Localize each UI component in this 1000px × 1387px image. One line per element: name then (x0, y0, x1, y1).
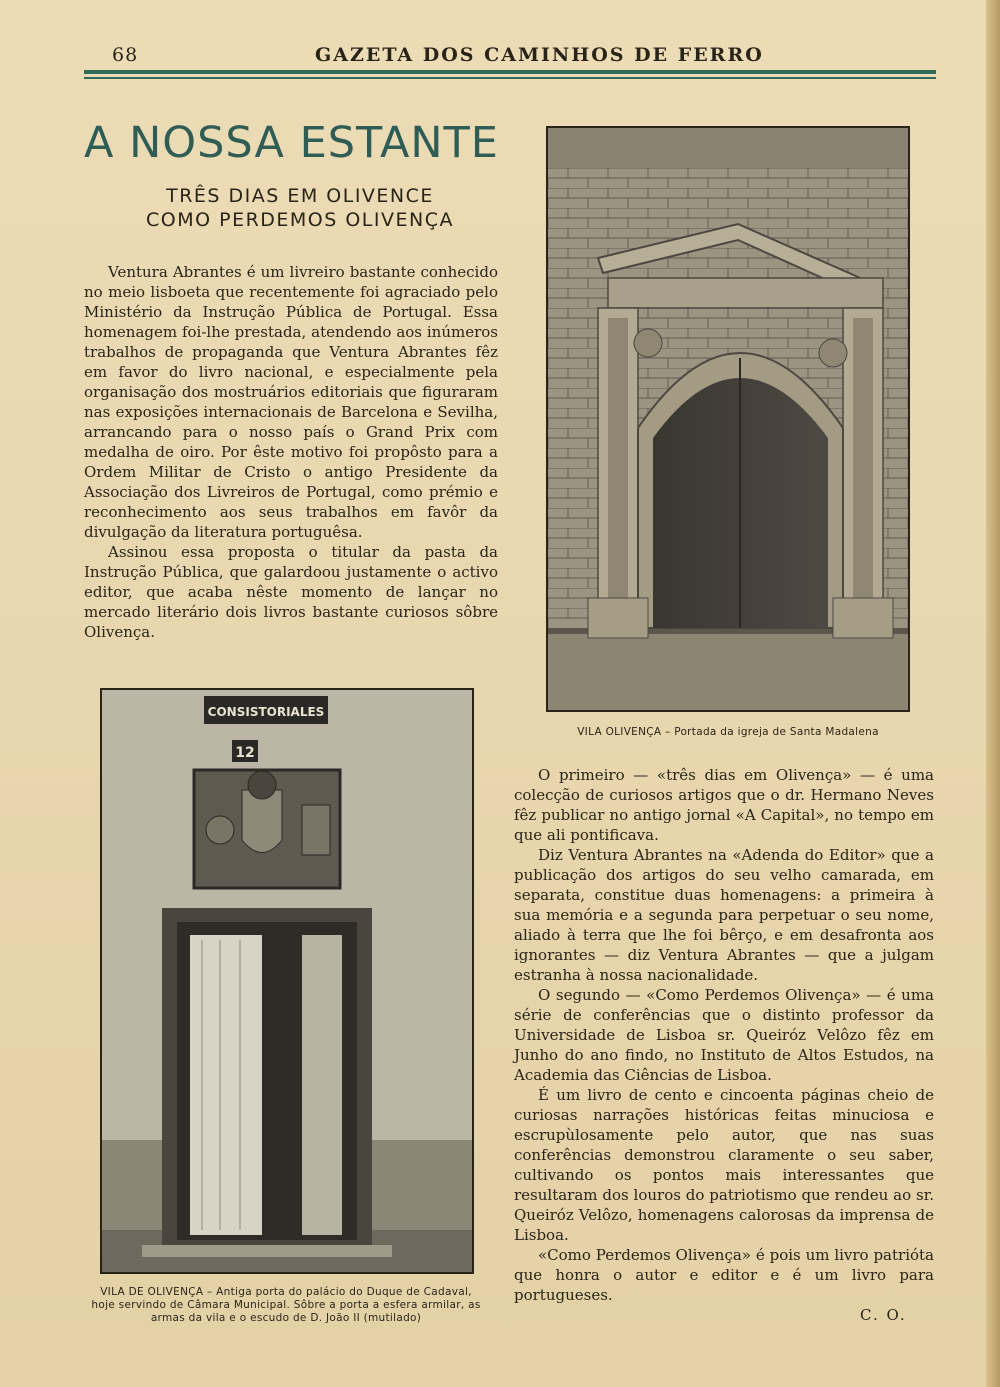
church-portal-photo (546, 126, 910, 712)
building-number: 12 (235, 745, 255, 761)
article-subtitle-1: TRÊS DIAS EM OLIVENCE (166, 185, 434, 207)
caption-line: armas da vila e o escudo de D. João II (mutilado) (150, 1312, 422, 1324)
caption-line: hoje servindo de Câmara Municipal. Sôbre a porta a esfera armilar, as (91, 1299, 481, 1311)
article-title: A NOSSA ESTANTE (84, 118, 499, 168)
header-rule (84, 70, 936, 74)
paragraph: «Como Perdemos Olivença» é pois um livro patrióta que honra o autor e editor e é um livro para portugueses. (514, 1246, 934, 1304)
palace-door-photo (100, 688, 474, 1274)
journal-title: GAZETA DOS CAMINHOS DE FERRO (315, 44, 764, 66)
header-rule-thin (84, 77, 936, 79)
paragraph: Ventura Abrantes é um livreiro bastante conhecido no meio lisboeta que recentemente foi agraciado pelo Ministério da Instrução Pública de Portugal. Essa homenagem foi-lhe prestada, atendendo aos inúmeros trabalhos de propaganda que Ventura Abrantes fêz em favor do livro nacional, e especialmente pela organisação dos mostruários editoriais que figuraram nas exposições internacionais de Barcelona e Sevilha, arrancando para o nosso país o Grand Prix com medalha de oiro. Por êste motivo foi propôsto para a Ordem Militar de Cristo o antigo Presidente da Associação dos Livreiros de Portugal, como prémio e reconhecimento aos seus trabalhos em favôr da divulgação da literatura portuguêsa. (84, 263, 498, 541)
caption-line: VILA DE OLIVENÇA – Antiga porta do palácio do Duque de Cadaval, (100, 1286, 472, 1298)
door-photo-caption (76, 1286, 496, 1325)
page-edge (986, 0, 1000, 1387)
paragraph: Assinou essa proposta o titular da pasta da Instrução Pública, que galardoou justamente o activo editor, que acaba nêste momento de lançar no mercado literário dois livros bastante curiosos sôbre Olivença. (84, 543, 498, 641)
paragraph: É um livro de cento e cincoenta páginas cheio de curiosas narrações históricas feitas minuciosa e escrupùlosamente pelo autor, que nas suas conferências demonstrou claramente o seu saber, cultivando os pontos mais interessantes que resultaram dos louros do patriotismo que rendeu ao sr. Queiróz Velôzo, homenagens calorosas da imprensa de Lisboa. (514, 1086, 934, 1244)
page-number: 68 (112, 44, 139, 66)
article-subtitle-2: COMO PERDEMOS OLIVENÇA (146, 209, 454, 231)
paragraph: O primeiro — «três dias em Olivença» — é uma colecção de curiosos artigos que o dr. Hermano Neves fêz publicar no antigo jornal «A Capital», no tempo em que ali pontificava. (514, 766, 934, 844)
church-photo-caption: VILA OLIVENÇA – Portada da igreja de Santa Madalena (577, 726, 879, 738)
paragraph: Diz Ventura Abrantes na «Adenda do Editor» que a publicação dos artigos do seu velho camarada, em separata, constitue duas homenagens: a primeira à sua memória e a segunda para perpetuar o seu nome, aliado à terra que lhe foi bêrço, e em desafronta aos ignorantes — diz Ventura Abrantes — que a julgam estranha à nossa nacionalidade. (514, 846, 934, 984)
consistoriales-sign: CONSISTORIALES (207, 705, 325, 719)
church-portal-image (548, 128, 908, 710)
right-column (514, 765, 934, 1305)
left-column (84, 262, 498, 642)
palace-door-image (102, 690, 472, 1272)
paragraph: O segundo — «Como Perdemos Olivença» — é uma série de conferências que o distinto professor da Universidade de Lisboa sr. Queiróz Velôzo fêz em Junho do ano findo, no Instituto de Altos Estudos, na Academia das Ciências de Lisboa. (514, 986, 934, 1084)
author-signature: C. O. (860, 1306, 907, 1324)
